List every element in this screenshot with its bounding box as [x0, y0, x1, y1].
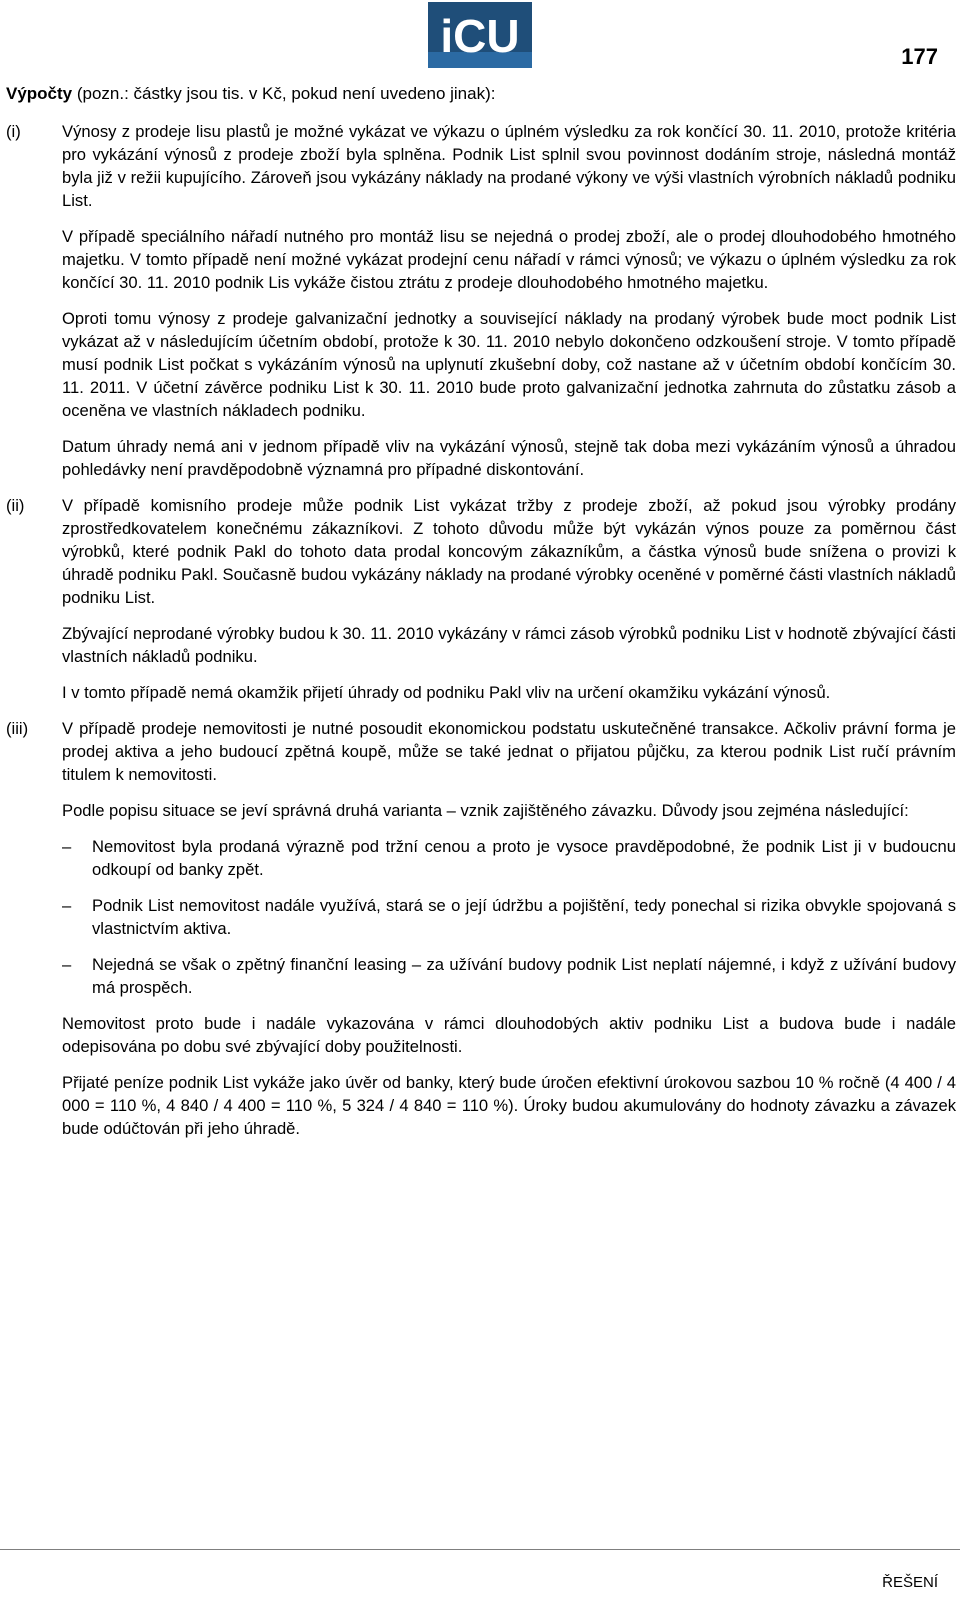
- paragraph: Oproti tomu výnosy z prodeje galvanizační jednotky a související náklady na prodaný výrobek bude moct podnik List vykázat až v následujícím účetním období, protože k 30. 11. 2010 nebylo dokončeno odzkoušení stroje. V tomto případě musí podnik List počkat s vykázáním výnosů na uplynutí zkušební doby, což nastane až v účetním období končícím 30. 11. 2011. V účetní závěrce podniku List k 30. 11. 2010 bude proto galvanizační jednotka zahrnuta do zůstatku zásob a oceněna ve vlastních nákladech podniku.: [62, 309, 956, 420]
- paragraph: Zbývající neprodané výrobky budou k 30. 11. 2010 vykázány v rámci zásob výrobků podniku List v hodnotě zbývající části vlastních nákladů podniku.: [62, 624, 956, 666]
- list-item-text: Podnik List nemovitost nadále využívá, stará se o její údržbu a pojištění, tedy ponechal si rizika obvykle spojovaná s vlastnictvím aktiva.: [92, 896, 956, 938]
- paragraph: Přijaté peníze podnik List vykáže jako úvěr od banky, který bude úročen efektivní úrokovou sazbou 10 % ročně (4 400 / 4 000 = 110 %, 4 840 / 4 400 = 110 %, 5 324 / 4 840 = 110 %). Úroky budou akumulovány do hodnoty závazku a závazek bude odúčtován při jeho úhradě.: [62, 1073, 956, 1138]
- list-item-text: Nejedná se však o zpětný finanční leasing – za užívání budovy podnik List neplatí nájemné, i když z užívání budovy má prospěch.: [92, 955, 956, 997]
- paragraph: I v tomto případě nemá okamžik přijetí úhrady od podniku Pakl vliv na určení okamžiku vykázání výnosů.: [62, 683, 831, 702]
- reasons-list: [62, 835, 956, 999]
- paragraph: Výnosy z prodeje lisu plastů je možné vykázat ve výkazu o úplném výsledku za rok končící 30. 11. 2010, protože kritéria pro vykázání výnosů z prodeje zboží byla splněna. Podnik List splnil svou povinnost dodáním stroje, následná montáž byla již v režii kupujícího. Zároveň jsou vykázány náklady na prodané výkony ve výši vlastních výrobních nákladů podniku List.: [62, 122, 956, 210]
- dash-bullet: –: [62, 896, 72, 915]
- item-number: (iii): [6, 719, 29, 738]
- list-item: [62, 835, 956, 881]
- paragraph: Nemovitost proto bude i nadále vykazována v rámci dlouhodobých aktiv podniku List a budova bude i nadále odepisována po dobu své zbývající doby použitelnosti.: [62, 1014, 956, 1056]
- list-item-text: Nemovitost byla prodaná výrazně pod tržní cenou a proto je vysoce pravděpodobné, že podnik List ji v budoucnu odkoupí od banky zpět.: [92, 837, 956, 879]
- logo-text: iCU: [440, 10, 520, 62]
- footer-label: ŘEŠENÍ: [882, 1574, 938, 1591]
- dash-bullet: –: [62, 837, 72, 856]
- paragraph: V případě komisního prodeje může podnik List vykázat tržby z prodeje zboží, až pokud jsou výrobky prodány zprostředkovatelem konečnému zákazníkovi. Z tohoto důvodu může být vykázán výnos pouze za poměrnou část výrobků, které podnik Pakl do tohoto data prodal koncovým zákazníkům, a částka výnosů bude snížena o provizi k úhradě podniku Pakl. Současně budou vykázány náklady na prodané výrobky oceněné v poměrné části vlastních nákladů podniku List.: [62, 496, 956, 607]
- footer-divider: [0, 1549, 960, 1550]
- dash-bullet: –: [62, 955, 72, 974]
- item-iii: [6, 717, 956, 1140]
- item-ii: [6, 494, 956, 704]
- icu-logo-mark: [428, 2, 532, 68]
- heading-note: (pozn.: částky jsou tis. v Kč, pokud není uvedeno jinak):: [72, 84, 496, 103]
- heading-bold: Výpočty: [6, 84, 73, 103]
- section-heading: [6, 84, 495, 104]
- item-number: (ii): [6, 496, 25, 515]
- paragraph: Datum úhrady nemá ani v jednom případě vliv na vykázání výnosů, stejně tak doba mezi vykázáním výnosů a úhradou pohledávky není pravděpodobně významná pro případné diskontování.: [62, 437, 956, 479]
- item-number: (i): [6, 122, 21, 141]
- paragraph: Podle popisu situace se jeví správná druhá varianta – vznik zajištěného závazku. Důvody jsou zejména následující:: [62, 801, 909, 820]
- list-item: [62, 953, 956, 999]
- paragraph: V případě prodeje nemovitosti je nutné posoudit ekonomickou podstatu uskutečněné transakce. Ačkoliv právní forma je prodej aktiva a jeho budoucí zpětná koupě, může se také jednat o přijatou půjčku, za kterou podnik List ručí právním titulem k nemovitosti.: [62, 719, 956, 784]
- paragraph: V případě speciálního nářadí nutného pro montáž lisu se nejedná o prodej zboží, ale o prodej dlouhodobého hmotného majetku. V tomto případě není možné vykázat prodejní cenu nářadí v rámci výnosů; ve výkazu o úplném výsledku za rok končící 30. 11. 2010 podnik Lis vykáže čistou ztrátu z prodeje dlouhodobého hmotného majetku.: [62, 227, 956, 292]
- item-i: [6, 120, 956, 481]
- icu-logo: [428, 2, 532, 68]
- document-body: [6, 120, 956, 1153]
- page-number: 177: [901, 44, 938, 69]
- list-item: [62, 894, 956, 940]
